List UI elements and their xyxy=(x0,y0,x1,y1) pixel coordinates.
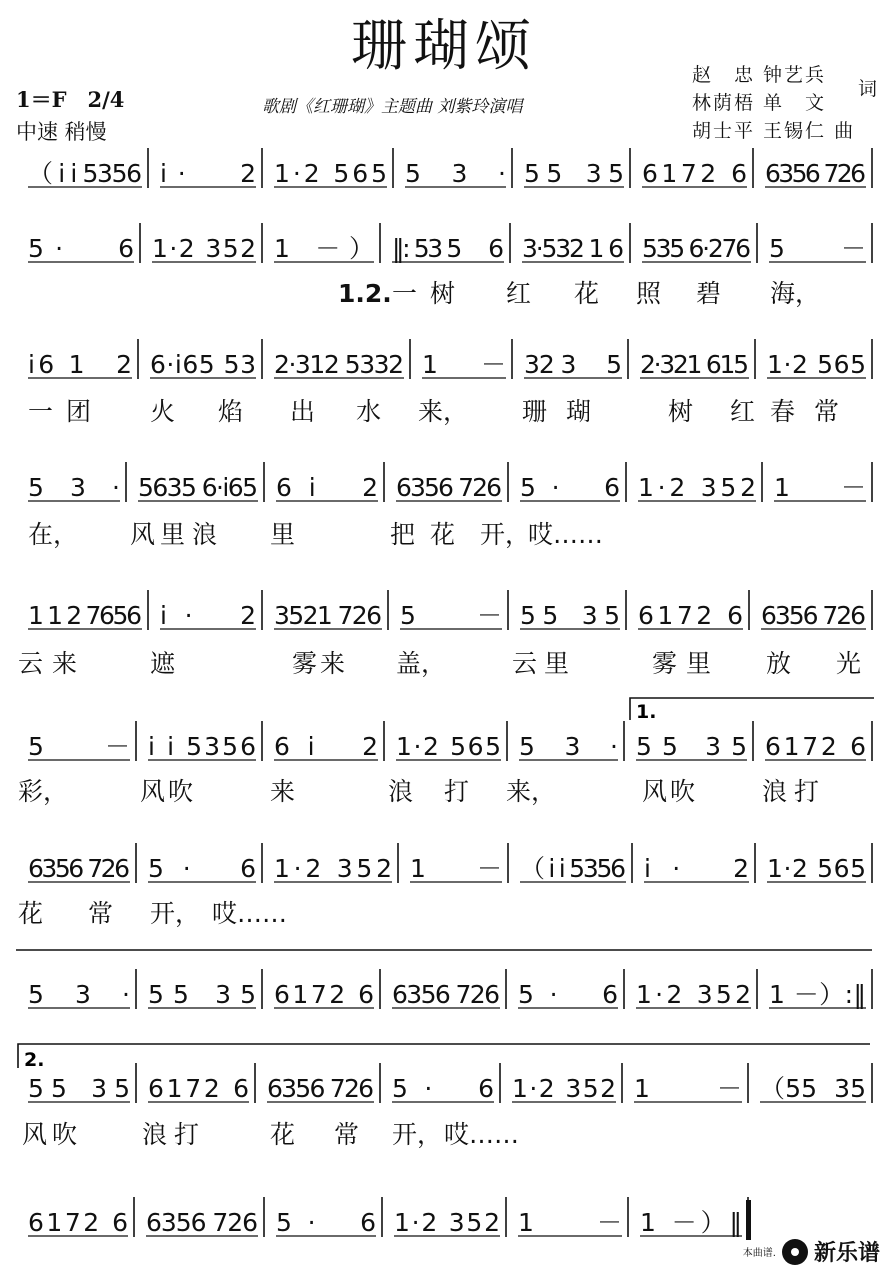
lyric-syllable: 珊 xyxy=(522,397,548,426)
measure-notes: 5 － xyxy=(400,601,502,630)
lyric-syllable: 来， xyxy=(506,777,557,806)
volta-label-1: 1. xyxy=(636,701,657,723)
lyric-syllable: 花 xyxy=(430,520,456,549)
measure-notes: ‖: 53 5 6 xyxy=(392,234,504,263)
lyric-syllable: 打 xyxy=(174,1120,200,1149)
lyric-syllable: 风 xyxy=(642,777,668,806)
site-logo xyxy=(743,1236,880,1267)
measure-notes: （ 5 5 3 5 xyxy=(760,1074,866,1103)
lyric-syllable: 红 xyxy=(730,397,756,426)
subtitle: 歌剧《红珊瑚》主题曲 刘紫玲演唱 xyxy=(262,97,523,117)
measure-notes: 5 · 6 xyxy=(276,1208,376,1237)
measure-notes: 1 － xyxy=(422,350,506,379)
measure-notes: 1 －） xyxy=(274,234,374,263)
measure-notes: 5 5 3 5 xyxy=(524,159,624,188)
measure-notes: 5 3 · xyxy=(519,732,618,761)
measure-notes: 1·2 565 xyxy=(274,159,387,188)
composer-line: 胡士平 王锡仁 曲 xyxy=(692,120,856,142)
lyric-syllable: 开， xyxy=(392,1120,443,1149)
measure-notes: 6172 6 xyxy=(28,1208,128,1237)
lyric-syllable: 来 xyxy=(52,649,78,678)
measure-notes: 1 －）‖ xyxy=(640,1208,742,1237)
measure-notes: 1·2 352 xyxy=(274,854,392,883)
lyric-syllable: 浪 xyxy=(192,520,218,549)
measure-notes: 2·312 5332 xyxy=(274,350,404,379)
lyric-syllable: 哎…… xyxy=(528,520,604,549)
lyric-syllable: 焰 xyxy=(218,397,244,426)
lyric-syllable: 花 xyxy=(270,1120,296,1149)
measure-notes: i i 5356 xyxy=(148,732,256,761)
measure-notes: 6356 726 xyxy=(396,473,502,502)
measure-notes: i · 2 xyxy=(644,854,749,883)
lyric-syllable: 春 xyxy=(770,397,796,426)
lyricist-line-1: 赵 忠 钟艺兵 xyxy=(692,64,827,86)
lyric-syllable: 来 xyxy=(320,649,346,678)
lyric-syllable: 把 xyxy=(390,520,416,549)
lyricist-suffix: 词 xyxy=(858,78,880,100)
measure-notes: 5 · 6 xyxy=(518,980,618,1009)
lyric-syllable: 打 xyxy=(794,777,820,806)
measure-notes: 1·2 565 xyxy=(767,854,866,883)
lyric-syllable: 打 xyxy=(444,777,470,806)
lyric-syllable: 放 xyxy=(766,649,792,678)
lyric-syllable: 风 xyxy=(140,777,166,806)
measure-notes: 1 － xyxy=(518,1208,622,1237)
lyric-syllable: 火 xyxy=(150,397,176,426)
volta-label-2: 2. xyxy=(24,1049,45,1071)
measure-notes: 5 3 · xyxy=(405,159,506,188)
measure-notes: 1·2 565 xyxy=(396,732,501,761)
lyric-syllable: 常 xyxy=(334,1120,360,1149)
measure-notes: 1 － xyxy=(634,1074,742,1103)
volta-bracket-2 xyxy=(18,1044,870,1068)
measure-notes: 535 6·276 xyxy=(642,234,751,263)
lyric-syllable: 花 xyxy=(574,279,600,308)
brand-name: 新乐谱 xyxy=(813,1241,880,1266)
measure-notes: 1·2 352 xyxy=(152,234,256,263)
measure-notes: 5 5 3 5 xyxy=(520,601,620,630)
lyric-syllable: 盖， xyxy=(396,649,447,678)
lyric-syllable: 在， xyxy=(28,520,79,549)
lyric-syllable: 哎…… xyxy=(212,899,288,928)
lyric-syllable: 出 xyxy=(290,397,316,426)
lyric-syllable: 来 xyxy=(270,777,296,806)
measure-notes: 3521 726 xyxy=(274,601,382,630)
lyric-syllable: 团 xyxy=(66,397,92,426)
lyric-syllable: 浪 xyxy=(762,777,788,806)
measure-notes: 1·2 565 xyxy=(767,350,866,379)
measure-notes: 5 － xyxy=(28,732,130,761)
lyric-syllable: 里 xyxy=(160,520,186,549)
measure-notes: 5 5 3 5 xyxy=(148,980,256,1009)
lyric-syllable: 海， xyxy=(770,279,821,308)
lyric-syllable: 遮 xyxy=(150,649,176,678)
lyric-syllable: 照 xyxy=(636,279,662,308)
tempo-marking: 中速 稍慢 xyxy=(16,120,107,144)
lyric-syllable: 里 xyxy=(544,649,570,678)
measure-notes: 1 1 2 7656 xyxy=(28,601,142,630)
lyric-syllable: 风 xyxy=(130,520,156,549)
lyric-syllable: 瑚 xyxy=(566,397,592,426)
lyric-syllable: 里 xyxy=(686,649,712,678)
lyric-syllable: 常 xyxy=(88,899,114,928)
lyric-syllable: 开， xyxy=(480,520,531,549)
measure-notes: 5 3 · xyxy=(28,473,120,502)
lyric-syllable: 水 xyxy=(356,397,382,426)
measure-notes: 32 3 5 xyxy=(524,350,622,379)
song-title: 珊瑚颂 xyxy=(351,14,537,79)
lyric-syllable: 雾 xyxy=(652,649,678,678)
lyricist-line-2: 林荫梧 单 文 xyxy=(692,92,827,114)
lyric-syllable: 花 xyxy=(18,899,44,928)
lyric-syllable: 雾 xyxy=(292,649,318,678)
lyric-syllable: 一 xyxy=(28,397,54,426)
measure-notes: 6356 726 xyxy=(146,1208,258,1237)
lyric-syllable: 吹 xyxy=(670,777,696,806)
lyric-syllable: 树 xyxy=(430,279,456,308)
lyric-syllable: 浪 xyxy=(388,777,414,806)
volta-bracket-1 xyxy=(630,698,874,720)
measure-notes: i6 1 2 xyxy=(28,350,132,379)
lyric-syllable: 里 xyxy=(270,520,296,549)
measure-notes: 6172 6 xyxy=(274,980,374,1009)
lyric-syllable: 一 xyxy=(392,279,418,308)
measure-notes: 6·i65 53 xyxy=(150,350,256,379)
lyric-syllable: 云 xyxy=(18,649,44,678)
measure-notes: 5 － xyxy=(769,234,866,263)
measure-notes: 5635 6·i65 xyxy=(138,473,258,502)
key-signature: 1＝F 2/4 xyxy=(16,87,125,112)
measure-notes: 5 · 6 xyxy=(520,473,620,502)
measure-notes: 1 － xyxy=(774,473,866,502)
measure-notes: 6 i 2 xyxy=(274,732,378,761)
measure-notes: 5 3 · xyxy=(28,980,130,1009)
measure-notes: （ i i 5356 xyxy=(28,159,142,188)
disc-icon xyxy=(782,1239,808,1265)
footer-note: 本曲谱. xyxy=(742,1248,776,1259)
measure-notes: 6172 6 xyxy=(148,1074,249,1103)
measure-notes: 5 5 3 5 xyxy=(636,732,747,761)
measure-notes: 6172 6 xyxy=(638,601,743,630)
measure-notes: 6356 726 xyxy=(267,1074,374,1103)
verse-number: 1.2. xyxy=(338,279,392,308)
measure-notes: i · 2 xyxy=(160,159,256,188)
measure-notes: 1·2 352 xyxy=(394,1208,500,1237)
lyric-syllable: 碧 xyxy=(696,279,722,308)
lyric-syllable: 哎…… xyxy=(444,1120,520,1149)
measure-notes: 5 · 6 xyxy=(28,234,134,263)
measure-notes: 1·2 352 xyxy=(512,1074,616,1103)
final-barline xyxy=(746,1200,751,1240)
lyric-syllable: 浪 xyxy=(142,1120,168,1149)
lyric-syllable: 风 xyxy=(22,1120,48,1149)
measure-notes: 3·532 1 6 xyxy=(522,234,624,263)
lyric-syllable: 云 xyxy=(512,649,538,678)
measure-notes: 5 · 6 xyxy=(392,1074,494,1103)
measure-notes: （ i i 5356 xyxy=(520,854,626,883)
measure-notes: 6356 726 xyxy=(28,854,130,883)
measure-notes: 1 －）:‖ xyxy=(769,980,866,1009)
measure-notes: 5 5 3 5 xyxy=(28,1074,130,1103)
measure-notes: 6172 6 xyxy=(642,159,747,188)
measure-notes: 2·321 615 xyxy=(640,350,749,379)
lyric-syllable: 吹 xyxy=(168,777,194,806)
measure-notes: i · 2 xyxy=(160,601,256,630)
measure-notes: 1·2 352 xyxy=(638,473,756,502)
measure-notes: 6356 726 xyxy=(761,601,866,630)
measure-notes: 6172 6 xyxy=(765,732,866,761)
measure-notes: 6356 726 xyxy=(392,980,500,1009)
lyric-syllable: 红 xyxy=(506,279,532,308)
lyric-syllable: 常 xyxy=(814,397,840,426)
measure-notes: 1·2 352 xyxy=(636,980,751,1009)
measure-notes: 5 · 6 xyxy=(148,854,256,883)
measure-notes: 1 － xyxy=(410,854,502,883)
lyric-syllable: 来， xyxy=(418,397,469,426)
measure-notes: 6356 726 xyxy=(765,159,866,188)
lyric-syllable: 光 xyxy=(836,649,862,678)
lyric-syllable: 开， xyxy=(150,899,201,928)
lyric-syllable: 彩， xyxy=(18,777,69,806)
lyric-syllable: 树 xyxy=(668,397,694,426)
lyric-syllable: 吹 xyxy=(52,1120,78,1149)
measure-notes: 6 i 2 xyxy=(276,473,378,502)
